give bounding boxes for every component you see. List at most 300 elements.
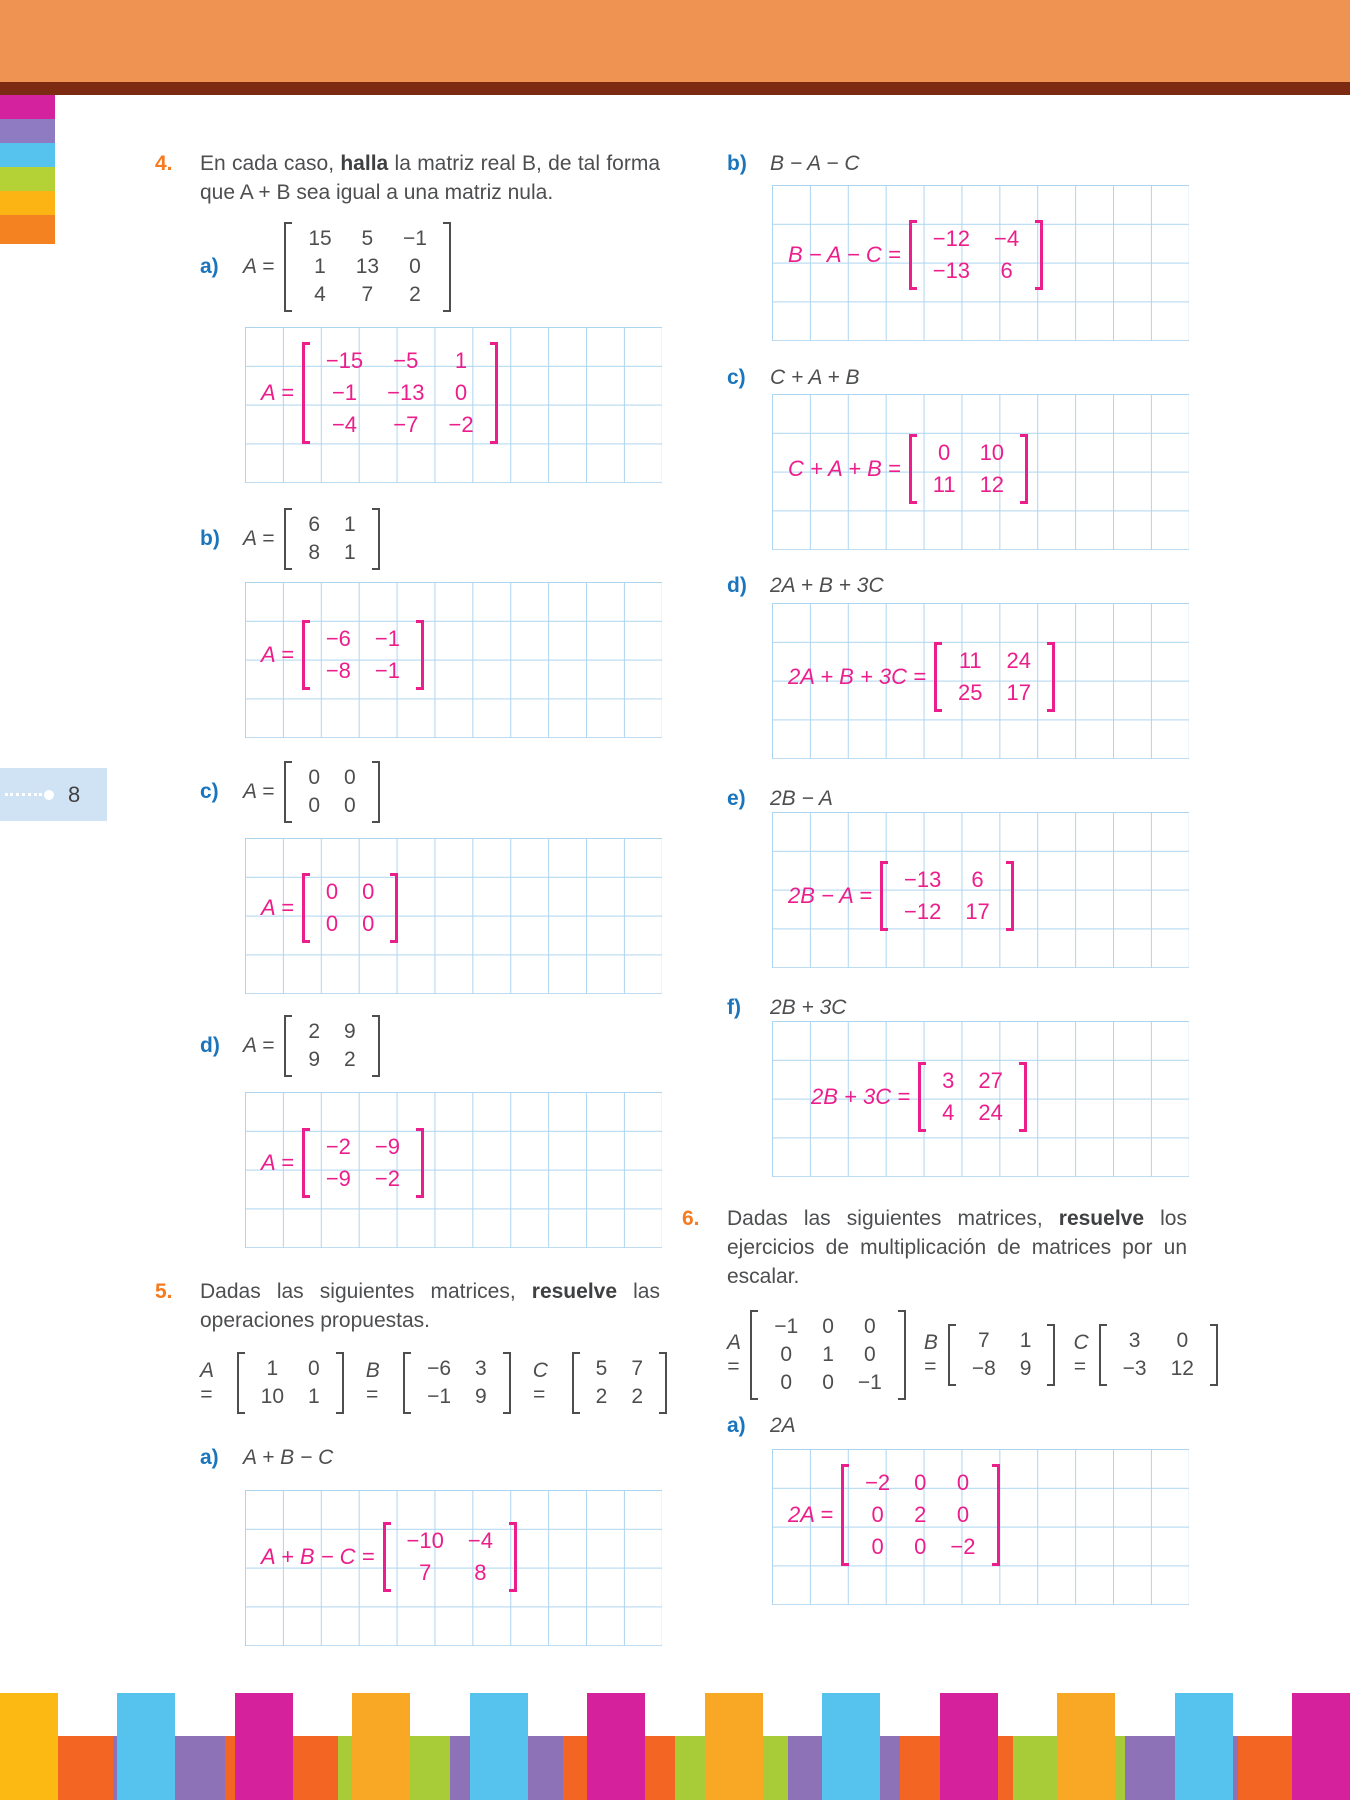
- matrix-cell: 0: [914, 1533, 927, 1559]
- matrix-cell: −12: [932, 226, 971, 251]
- item-label-f: f): [727, 996, 741, 1019]
- matrix-cell: 2: [344, 1047, 356, 1071]
- matrix-lhs: A =: [243, 526, 275, 550]
- matrix-row: [921, 255, 1031, 287]
- matrix-cell: 0: [344, 765, 356, 789]
- answer-lhs: B − A − C =: [788, 242, 901, 267]
- exercise6-number: 6.: [682, 1207, 700, 1230]
- left-bracket: [302, 620, 310, 690]
- matrix-cell: 0: [864, 1314, 876, 1338]
- answer-grid-5b: [772, 185, 1189, 341]
- matrix-cell: −2: [448, 411, 474, 437]
- matrix-cell: 6: [308, 512, 321, 536]
- matrix-cell: −4: [467, 1527, 493, 1553]
- matrix-cell: −2: [325, 1133, 351, 1159]
- matrix-cell: 1: [308, 1384, 320, 1408]
- right-bracket: [1020, 434, 1028, 504]
- color-bar: [822, 1693, 880, 1800]
- matrix-lhs: B =: [365, 1358, 380, 1406]
- matrix-body: [960, 1327, 1044, 1383]
- exercise4-text-post: la matriz real B, de tal forma que A + B sea igual a una matriz nula.: [200, 152, 660, 204]
- expression: 2B + 3C: [770, 996, 847, 1019]
- right-bracket: [372, 508, 380, 570]
- answer-grid-5f: [772, 1021, 1189, 1177]
- matrix-row: [930, 1065, 1015, 1097]
- matrix-cell: 12: [979, 472, 1005, 497]
- matrix-row: [946, 645, 1043, 677]
- color-bar: [1292, 1693, 1350, 1800]
- matrix-cell: 11: [958, 648, 982, 673]
- matrix-cell: −2: [950, 1533, 976, 1559]
- given-matrix-4a: [284, 222, 451, 312]
- color-bar: [470, 1693, 528, 1800]
- answer-4b: [261, 620, 424, 690]
- matrix-cell: 1: [344, 540, 356, 564]
- exercise4-item-d: [200, 1015, 667, 1077]
- answer-grid-5c: [772, 394, 1189, 550]
- answer-grid-5d: [772, 603, 1189, 759]
- matrix-lhs: C =: [532, 1358, 548, 1406]
- matrix-lhs: A =: [727, 1330, 741, 1378]
- matrix-cell: 0: [308, 793, 321, 817]
- matrix-cell: −9: [374, 1133, 401, 1159]
- matrix-body: [415, 1355, 499, 1411]
- matrix-row: [395, 1525, 505, 1557]
- matrix-row: [296, 253, 439, 281]
- matrix-cell: 27: [978, 1068, 1003, 1093]
- matrix-body: [314, 623, 412, 687]
- right-bracket: [416, 620, 424, 690]
- right-bracket: [1210, 1324, 1218, 1386]
- matrix-body: [762, 1313, 894, 1397]
- answer-6a: [788, 1464, 1000, 1566]
- answer-grid-4d: [245, 1092, 662, 1248]
- matrix-cell: 11: [932, 472, 956, 497]
- left-bracket: [302, 342, 310, 444]
- matrix-cell: 10: [979, 440, 1005, 465]
- matrix-cell: 7: [977, 1328, 990, 1352]
- answer-matrix-4c: [302, 873, 399, 943]
- matrix-cell: 9: [344, 1019, 356, 1043]
- matrix-B: [948, 1324, 1056, 1386]
- item-label-b: b): [200, 526, 220, 550]
- matrix-row: [249, 1355, 332, 1383]
- exercise5-item-c: [727, 366, 1194, 390]
- left-bracket: [948, 1324, 956, 1386]
- right-bracket: [490, 342, 498, 444]
- expression: 2A + B + 3C: [770, 574, 884, 597]
- matrix-cell: 0: [344, 793, 356, 817]
- answer-lhs: 2A =: [788, 1501, 834, 1527]
- exercise5-item-b: [727, 152, 1194, 176]
- matrix-cell: 0: [822, 1314, 834, 1338]
- left-bracket: [750, 1310, 758, 1400]
- answer-grid-4a: [245, 327, 662, 483]
- exercise5-text-post: las operaciones propuestas.: [200, 1279, 660, 1332]
- item-label-e: e): [727, 787, 746, 810]
- matrix-cell: 0: [362, 878, 375, 904]
- matrix-cell: 13: [355, 254, 380, 278]
- exercise5-item-d: [727, 574, 1194, 598]
- answer-grid-5e: [772, 812, 1189, 968]
- matrix-cell: 8: [474, 1559, 487, 1585]
- matrix-body: [296, 764, 367, 820]
- matrix-B: [403, 1352, 511, 1414]
- matrix-cell: 0: [362, 910, 375, 936]
- answer-grid-4b: [245, 582, 662, 738]
- color-bar: [0, 167, 55, 191]
- right-bracket: [992, 1464, 1000, 1566]
- matrix-cell: 24: [1006, 648, 1031, 673]
- matrix-lhs: A =: [243, 254, 275, 278]
- matrix-body: [892, 864, 1002, 928]
- color-bar: [587, 1693, 645, 1800]
- matrix-cell: 9: [475, 1384, 487, 1408]
- answer-grid-6a: [772, 1449, 1189, 1605]
- matrix-cell: −8: [971, 1356, 996, 1380]
- left-bracket: [403, 1352, 411, 1414]
- matrix-cell: 0: [325, 878, 339, 904]
- left-bracket: [934, 642, 942, 712]
- exercise4-number: 4.: [155, 152, 173, 175]
- matrix-cell: −13: [903, 867, 942, 892]
- matrix-A: [750, 1310, 906, 1400]
- matrix-body: [584, 1355, 655, 1411]
- matrix-cell: 5: [595, 1356, 608, 1380]
- matrix-cell: 17: [965, 899, 990, 924]
- matrix-cell: 0: [1176, 1328, 1189, 1352]
- matrix-cell: −15: [325, 347, 364, 373]
- color-bar: [0, 1693, 58, 1800]
- left-bracket: [284, 1015, 292, 1077]
- header-rule: [0, 82, 1350, 95]
- matrix-row: [960, 1327, 1044, 1355]
- answer-lhs: 2B + 3C =: [811, 1084, 911, 1109]
- color-bar: [1057, 1693, 1115, 1800]
- exercise6-text-bold: resuelve: [1058, 1207, 1145, 1230]
- matrix-row: [946, 677, 1043, 709]
- matrix-cell: 2: [914, 1501, 927, 1527]
- matrix-row: [314, 908, 387, 940]
- left-bracket: [880, 861, 888, 931]
- answer-matrix-5a: [383, 1522, 517, 1592]
- matrix-cell: −5: [393, 347, 419, 373]
- matrix-cell: 0: [871, 1533, 884, 1559]
- given-matrix-4b: [284, 508, 379, 570]
- exercise4-header: [155, 150, 667, 208]
- matrix-row: [314, 1131, 412, 1163]
- answer-5b: [788, 220, 1043, 290]
- matrix-cell: −1: [331, 379, 358, 405]
- matrix-cell: 2: [308, 1019, 321, 1043]
- matrix-row: [892, 864, 1002, 896]
- footer-decoration: [0, 1693, 1350, 1800]
- exercise6-header: [682, 1205, 1194, 1292]
- exercise5-text-bold: resuelve: [531, 1279, 618, 1303]
- answer-grid-4c: [245, 838, 662, 994]
- matrix-cell: 3: [475, 1356, 487, 1380]
- matrix-row: [314, 655, 412, 687]
- item-label-b: b): [727, 152, 747, 175]
- exercise6-item-a: [727, 1414, 1194, 1438]
- matrix-cell: 0: [308, 1356, 320, 1380]
- exercise4-text-bold: halla: [340, 152, 389, 175]
- exercise4-text-pre: En cada caso,: [200, 152, 341, 175]
- matrix-lhs: C =: [1073, 1330, 1089, 1378]
- answer-lhs: C + A + B =: [788, 456, 901, 481]
- matrix-cell: 1: [266, 1356, 279, 1380]
- answer-matrix-6a: [841, 1464, 999, 1566]
- answer-matrix-5d: [934, 642, 1055, 712]
- left-column: [155, 150, 667, 1646]
- expression: 2A: [770, 1413, 796, 1437]
- given-matrix-C: [1073, 1324, 1217, 1386]
- left-bracket: [909, 220, 917, 290]
- matrix-row: [395, 1557, 505, 1589]
- matrix-body: [296, 1018, 367, 1074]
- exercise6-text-post: los ejercicios de multiplicación de matrices por un escalar.: [727, 1207, 1187, 1288]
- color-bar: [0, 143, 55, 167]
- answer-5e: [788, 861, 1014, 931]
- color-bar: [117, 1693, 175, 1800]
- answer-lhs: A =: [261, 641, 294, 667]
- exercise5-given-matrices: [200, 1352, 667, 1414]
- left-bracket: [841, 1464, 849, 1566]
- exercise4-item-a: [200, 222, 667, 312]
- given-matrix-C: [533, 1352, 667, 1414]
- right-bracket: [336, 1352, 344, 1414]
- answer-matrix-5e: [880, 861, 1014, 931]
- matrix-cell: 1: [822, 1342, 834, 1366]
- matrix-cell: 6: [1000, 258, 1013, 283]
- matrix-row: [296, 539, 367, 567]
- color-bar: [705, 1693, 763, 1800]
- given-matrix-B: [924, 1324, 1056, 1386]
- right-bracket: [390, 873, 398, 943]
- matrix-body: [1111, 1327, 1206, 1383]
- left-bracket: [909, 434, 917, 504]
- matrix-cell: 7: [361, 282, 374, 306]
- item-label-d: d): [727, 574, 747, 597]
- matrix-row: [415, 1355, 499, 1383]
- matrix-row: [1111, 1355, 1206, 1383]
- left-bracket: [284, 761, 292, 823]
- left-bracket: [237, 1352, 245, 1414]
- matrix-cell: 6: [971, 867, 984, 892]
- answer-4a: [261, 342, 498, 444]
- answer-grid-5a: [245, 1490, 662, 1646]
- given-matrix-4c: [284, 761, 379, 823]
- matrix-cell: 2: [595, 1384, 608, 1408]
- matrix-cell: −12: [903, 899, 942, 924]
- matrix-cell: 7: [419, 1559, 432, 1585]
- right-bracket: [1019, 1062, 1027, 1132]
- matrix-A: [237, 1352, 344, 1414]
- right-bracket: [1047, 642, 1055, 712]
- matrix-cell: 0: [956, 1469, 970, 1495]
- item-label-c: c): [727, 366, 746, 389]
- exercise6-given-matrices: [727, 1310, 1194, 1400]
- matrix-cell: −10: [406, 1527, 444, 1553]
- matrix-row: [296, 511, 367, 539]
- right-column: [682, 140, 1194, 1605]
- matrix-lhs: A =: [200, 1358, 214, 1406]
- item-label-d: d): [200, 1033, 220, 1057]
- given-matrix-B: [366, 1352, 511, 1414]
- matrix-row: [762, 1313, 894, 1341]
- answer-4c: [261, 873, 398, 943]
- matrix-row: [921, 437, 1016, 469]
- matrix-cell: −1: [427, 1384, 452, 1408]
- matrix-row: [853, 1467, 987, 1499]
- matrix-row: [314, 409, 486, 441]
- left-bracket: [284, 222, 292, 312]
- right-bracket: [416, 1128, 424, 1198]
- page-badge: [0, 768, 107, 821]
- matrix-cell: 0: [780, 1370, 793, 1394]
- exercise6-text-pre: Dadas las siguientes matrices,: [727, 1207, 1059, 1230]
- answer-matrix-5f: [918, 1062, 1027, 1132]
- footer-bars: [0, 1693, 1350, 1800]
- matrix-row: [296, 1046, 367, 1074]
- matrix-cell: 7: [631, 1356, 643, 1380]
- matrix-row: [921, 469, 1016, 501]
- answer-matrix-4d: [302, 1128, 424, 1198]
- matrix-row: [921, 223, 1031, 255]
- exercise5-text-pre: Dadas las siguientes matrices,: [200, 1279, 532, 1303]
- matrix-row: [762, 1369, 894, 1397]
- right-bracket: [372, 761, 380, 823]
- matrix-lhs: B =: [923, 1330, 938, 1378]
- exercise5-text: [200, 1278, 660, 1336]
- matrix-cell: 0: [956, 1501, 970, 1527]
- exercise4-item-c: [200, 761, 667, 823]
- matrix-body: [921, 437, 1016, 501]
- matrix-body: [395, 1525, 505, 1589]
- matrix-body: [314, 1131, 412, 1195]
- answer-5a: [261, 1522, 517, 1592]
- matrix-row: [415, 1383, 499, 1411]
- matrix-cell: 4: [314, 282, 326, 306]
- answer-matrix-4b: [302, 620, 424, 690]
- answer-5d: [788, 642, 1055, 712]
- expression: A + B − C: [243, 1445, 334, 1469]
- matrix-cell: 0: [864, 1342, 876, 1366]
- answer-matrix-4a: [302, 342, 498, 444]
- matrix-body: [853, 1467, 987, 1563]
- matrix-C: [1099, 1324, 1218, 1386]
- matrix-cell: 10: [260, 1384, 285, 1408]
- matrix-lhs: A =: [243, 779, 275, 803]
- color-bar: [940, 1693, 998, 1800]
- matrix-cell: −6: [325, 625, 351, 651]
- answer-lhs: A =: [261, 379, 294, 405]
- matrix-row: [314, 623, 412, 655]
- color-bar: [0, 191, 55, 215]
- right-bracket: [1035, 220, 1043, 290]
- matrix-body: [921, 223, 1031, 287]
- matrix-cell: 3: [1128, 1328, 1141, 1352]
- matrix-body: [296, 511, 367, 567]
- answer-lhs: A =: [261, 894, 294, 920]
- matrix-cell: −6: [427, 1356, 452, 1380]
- matrix-row: [930, 1097, 1015, 1129]
- matrix-cell: −13: [387, 379, 425, 405]
- matrix-row: [853, 1499, 987, 1531]
- left-bracket: [383, 1522, 391, 1592]
- left-bracket: [918, 1062, 926, 1132]
- matrix-cell: 12: [1170, 1356, 1194, 1380]
- matrix-body: [930, 1065, 1015, 1129]
- matrix-body: [296, 225, 439, 309]
- color-bar: [0, 119, 55, 143]
- matrix-body: [314, 876, 387, 940]
- left-bracket: [302, 1128, 310, 1198]
- answer-lhs: A + B − C =: [261, 1543, 375, 1569]
- answer-lhs: A =: [261, 1149, 294, 1175]
- matrix-cell: 1: [454, 347, 468, 373]
- answer-5c: [788, 434, 1028, 504]
- matrix-cell: 2: [631, 1384, 643, 1408]
- matrix-row: [249, 1383, 332, 1411]
- item-label-a: a): [200, 1445, 219, 1469]
- matrix-row: [892, 896, 1002, 928]
- right-bracket: [1006, 861, 1014, 931]
- matrix-cell: 2: [409, 282, 421, 306]
- matrix-body: [249, 1355, 332, 1411]
- matrix-row: [314, 345, 486, 377]
- answer-lhs: 2B − A =: [788, 883, 872, 908]
- leader-dot-icon: [44, 790, 54, 800]
- exercise6-text: [727, 1205, 1187, 1292]
- matrix-cell: 0: [308, 765, 321, 789]
- answer-matrix-5c: [909, 434, 1028, 504]
- expression: B − A − C: [770, 152, 860, 175]
- given-matrix-4d: [284, 1015, 379, 1077]
- matrix-row: [853, 1531, 987, 1563]
- matrix-C: [572, 1352, 667, 1414]
- matrix-cell: 0: [822, 1370, 834, 1394]
- exercise5-item-a: [200, 1446, 667, 1470]
- color-bar: [1175, 1693, 1233, 1800]
- matrix-cell: −1: [374, 625, 401, 651]
- right-bracket: [443, 222, 451, 312]
- matrix-cell: 0: [454, 379, 468, 405]
- left-bracket: [572, 1352, 580, 1414]
- page-number: 8: [68, 781, 81, 807]
- left-bracket: [284, 508, 292, 570]
- matrix-cell: 15: [308, 226, 332, 250]
- right-bracket: [1047, 1324, 1055, 1386]
- given-matrix-A: [200, 1352, 344, 1414]
- color-bar: [0, 215, 55, 244]
- matrix-cell: 1: [1019, 1328, 1032, 1352]
- right-bracket: [509, 1522, 517, 1592]
- matrix-cell: −3: [1122, 1356, 1147, 1380]
- matrix-body: [314, 345, 486, 441]
- item-label-a: a): [200, 254, 219, 278]
- answer-5f: [811, 1062, 1027, 1132]
- matrix-cell: −4: [331, 411, 358, 437]
- exercise5-number: 5.: [155, 1279, 173, 1303]
- matrix-row: [584, 1355, 655, 1383]
- matrix-row: [584, 1383, 655, 1411]
- matrix-cell: 17: [1006, 680, 1031, 705]
- matrix-cell: −9: [325, 1165, 351, 1191]
- matrix-cell: −1: [403, 226, 427, 250]
- matrix-lhs: A =: [243, 1033, 275, 1057]
- matrix-row: [960, 1355, 1044, 1383]
